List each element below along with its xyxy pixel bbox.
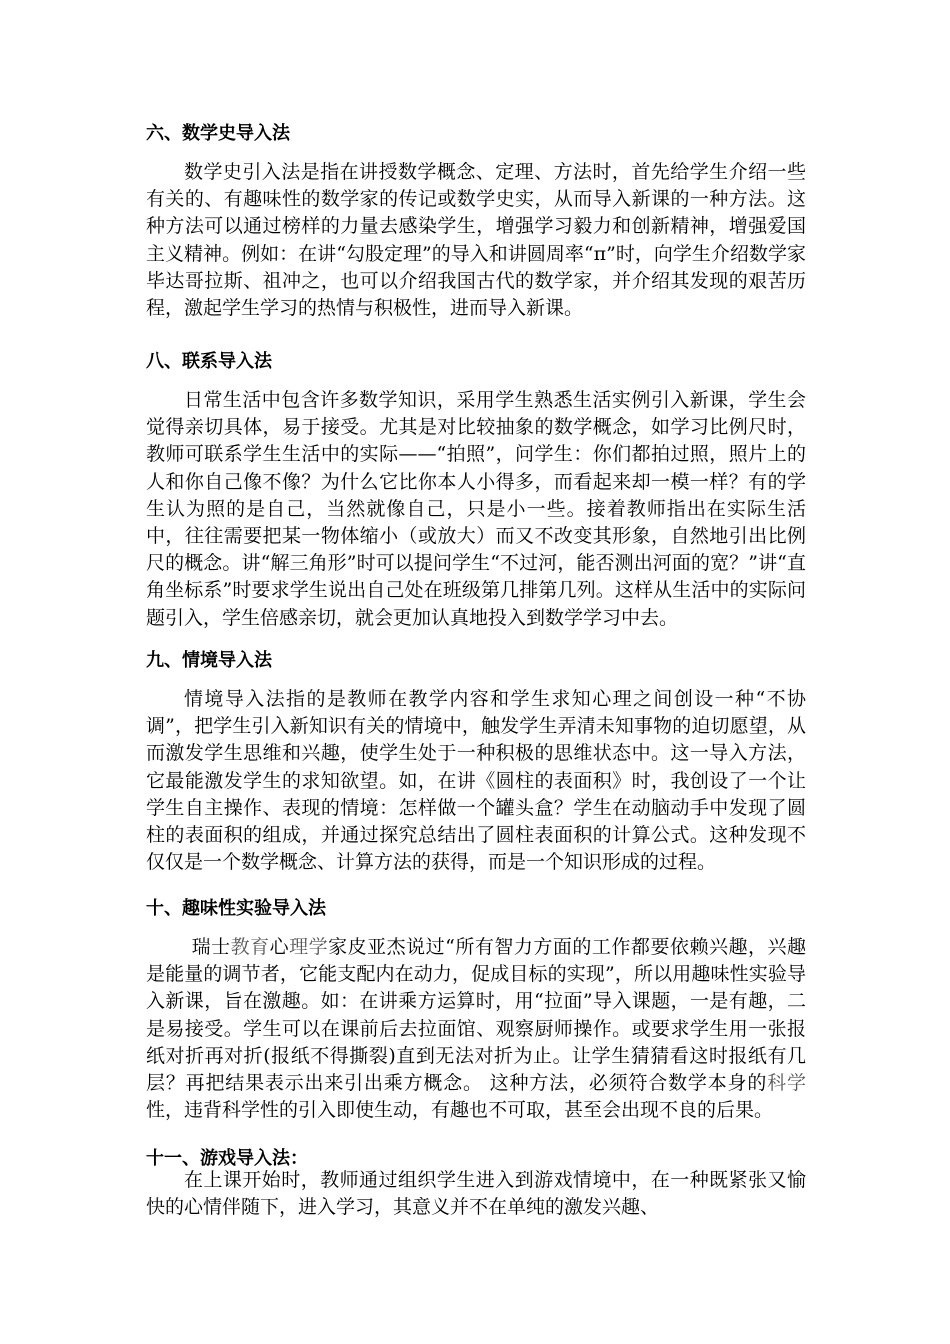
section-heading-situation: 九、情境导入法 <box>146 650 272 671</box>
section-heading-connection: 八、联系导入法 <box>146 351 272 372</box>
paragraph-text: 瑞士 <box>191 936 231 958</box>
paragraph-text: 教育 <box>230 936 270 958</box>
paragraph-text: 心 <box>269 936 290 958</box>
paragraph-text: 家皮亚杰说过“所有智力方面的工作都要依赖兴趣，兴趣是能量的调节者，它能支配内在动力，促成目标的实现”，所以用趣味性实验导入新课，旨在激趣。如：在讲乘方运算时，用“拉面”导入课题，一是有趣，二是易接受。学生可以在课前后去拉面馆、观察厨师操作。或要求学生用一张报纸对折再对折(报纸不得撕裂)直到无法对折为止。让学生猜猜看这时报纸有几层？再把结果表示出来引出乘方概念。 这种方法，必须符合数学本身的 <box>146 936 806 1095</box>
section-paragraph-game: 在上课开始时，教师通过组织学生进入到游戏情境中，在一种既紧张又愉快的心情伴随下，进入学习，其意义并不在单纯的激发兴趣、 <box>146 1169 806 1219</box>
paragraph-text: 科学 <box>767 1072 806 1095</box>
paragraph-text: 理学 <box>289 936 329 958</box>
section-heading-math-history: 六、数学史导入法 <box>146 123 290 144</box>
section-heading-experiment: 十、趣味性实验导入法 <box>146 898 326 919</box>
section-paragraph-math-history: 数学史引入法是指在讲授数学概念、定理、方法时，首先给学生介绍一些有关的、有趣味性的数学家的传记或数学史实，从而导入新课的一种方法。这种方法可以通过榜样的力量去感染学生，增强学习毅力和创新精神，增强爱国主义精神。例如：在讲“勾股定理”的导入和讲圆周率“π”时，向学生介绍数学家毕达哥拉斯、祖冲之，也可以介绍我国古代的数学家，并介绍其发现的艰苦历程，激起学生学习的热情与积极性，进而导入新课。 <box>146 161 806 320</box>
paragraph-text: 性，违背科学性的引入即使生动，有趣也不可取，甚至会出现不良的后果。 <box>146 1099 774 1122</box>
section-paragraph-experiment <box>146 934 806 1124</box>
section-heading-game: 十一、游戏导入法： <box>146 1148 308 1169</box>
section-paragraph-connection: 日常生活中包含许多数学知识，采用学生熟悉生活实例引入新课，学生会觉得亲切具体，易于接受。尤其是对比较抽象的数学概念，如学习比例尺时，教师可联系学生生活中的实际——“拍照”，问学生：你们都拍过照，照片上的人和你自己像不像？为什么它比你本人小得多，而看起来却一模一样？有的学生认为照的是自己，当然就像自己，只是小一些。接着教师指出在实际生活中，往往需要把某一物体缩小（或放大）而又不改变其形象，自然地引出比例尺的概念。讲“解三角形”时可以提问学生“不过河，能否测出河面的宽？”讲“直角坐标系”时要求学生说出自己处在班级第几排第几列。这样从生活中的实际问题引入，学生倍感亲切，就会更加认真地投入到数学学习中去。 <box>146 389 806 629</box>
section-paragraph-situation: 情境导入法指的是教师在教学内容和学生求知心理之间创设一种“不协调”，把学生引入新知识有关的情境中，触发学生弄清未知事物的迫切愿望，从而激发学生思维和兴趣，使学生处于一种积极的思维状态中。这一导入方法，它最能激发学生的求知欲望。如，在讲《圆柱的表面积》时，我创设了一个让学生自主操作、表现的情境：怎样做一个罐头盒？学生在动脑动手中发现了圆柱的表面积的组成，并通过探究总结出了圆柱表面积的计算公式。这种发现不仅仅是一个数学概念、计算方法的获得，而是一个知识形成的过程。 <box>146 688 806 874</box>
